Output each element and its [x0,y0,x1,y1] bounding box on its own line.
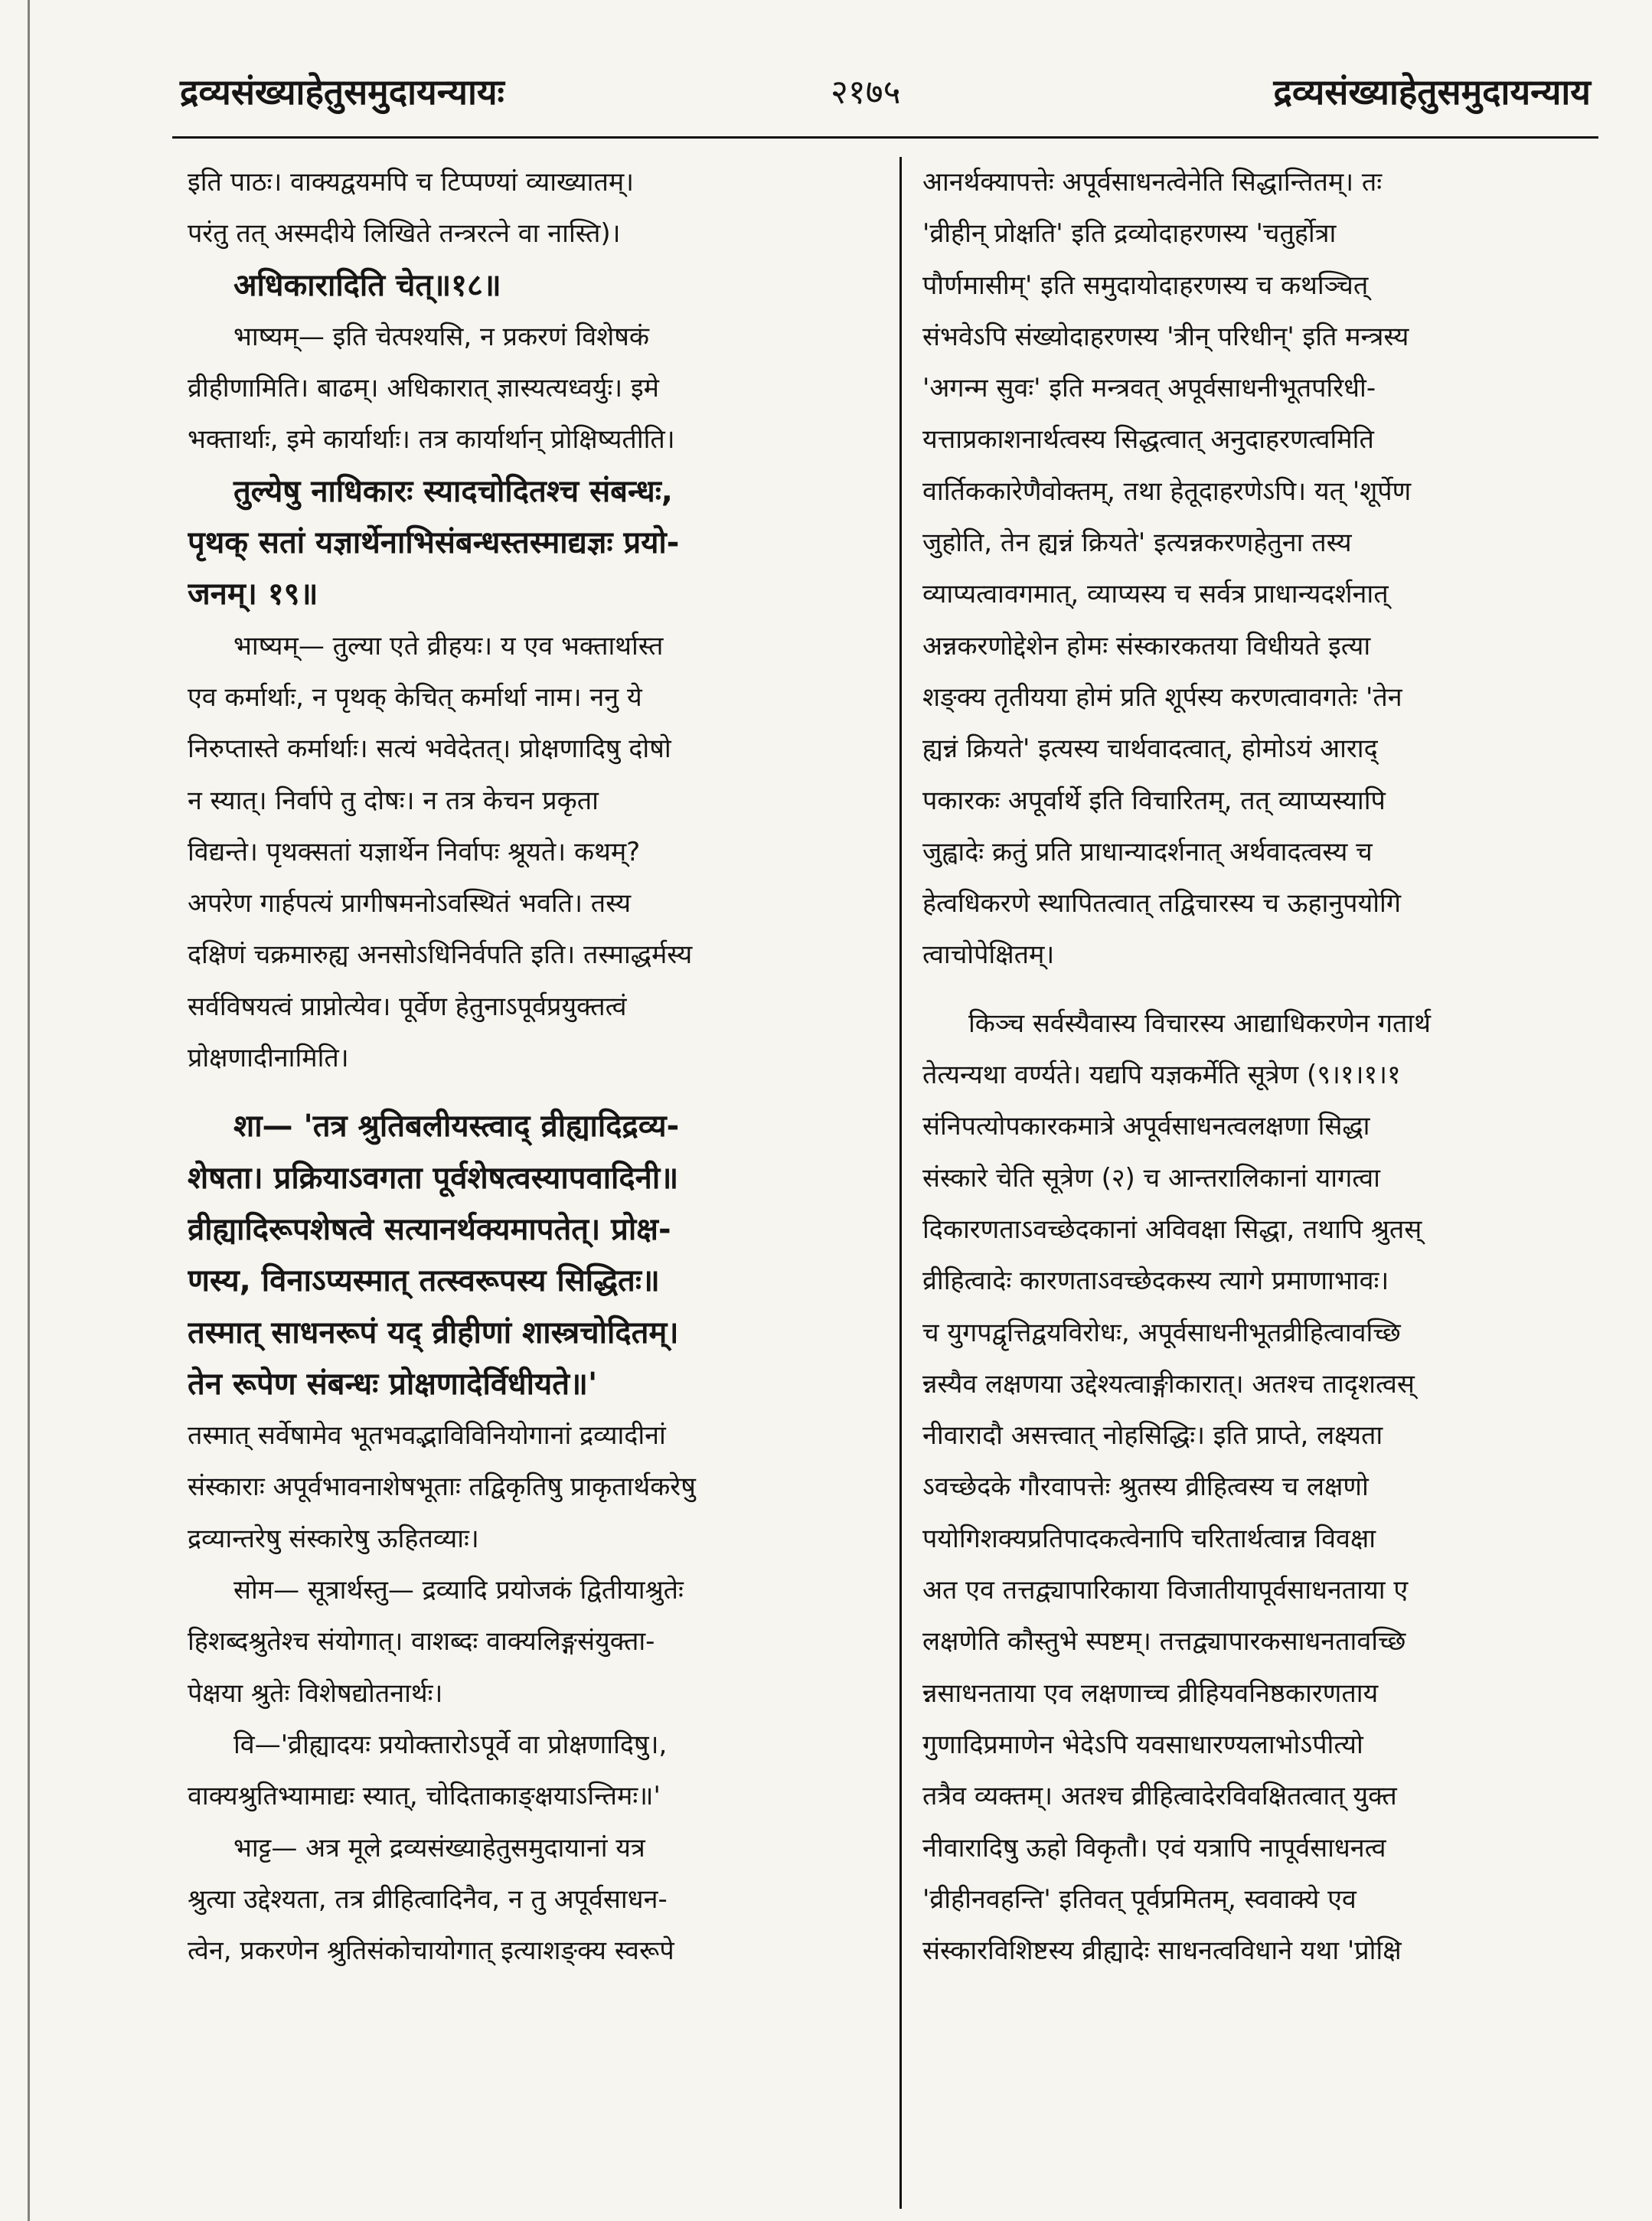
text-line: सर्वविषयत्वं प्राप्नोत्येव। पूर्वेण हेतुनाऽपूर्वप्रयुक्तत्वं [188,991,627,1022]
text-line: 'व्रीहीन् प्रोक्षति' इति द्रव्योदाहरणस्य 'चतुर्होत्रा [922,218,1337,250]
text-line: शा— 'तत्र श्रुतिबलीयस्त्वाद् व्रीह्यादिद्रव्य- [233,1109,680,1145]
text-line: तेन रूपेण संबन्धः प्रोक्षणादेर्विधीयते॥' [188,1366,598,1402]
text-line: नीवारादिषु ऊहो विकृतौ। एवं यत्रापि नापूर्वसाधनत्व [922,1832,1386,1863]
running-header-right: द्रव्यसंख्याहेतुसमुदायन्याय [1273,71,1591,113]
text-line: प्रोक्षणादीनामिति। [188,1043,349,1074]
text-line: निरुप्तास्ते कर्मार्थाः। सत्यं भवेदेतत्। प्रोक्षणादिषु दोषो [188,733,671,765]
text-line: संस्काराः अपूर्वभावनाशेषभूताः तद्विकृतिषु प्राकृतार्थकरेषु [188,1471,696,1503]
text-line: परंतु तत् अस्मदीये लिखिते तन्त्ररत्ने वा नास्ति)। [188,218,621,250]
text-line: गुणादिप्रमाणेन भेदेऽपि यवसाधारण्यलाभोऽपीत्यो [922,1729,1363,1760]
text-line: एव कर्मार्थाः, न पृथक् केचित् कर्मार्था नाम। ननु ये [188,681,642,713]
text-line: विद्यन्ते। पृथक्सतां यज्ञार्थेन निर्वापः श्रूयते। कथम्? [188,836,641,867]
text-line: जुहोति, तेन ह्यन्नं क्रियते' इत्यन्नकरणहेतुना तस्य [922,527,1352,559]
text-line: हेत्वधिकरणे स्थापितत्वात् तद्विचारस्य च ऊहानुपयोगि [922,888,1401,919]
text-line: पृथक् सतां यज्ञार्थेनाभिसंबन्धस्तस्माद्यज्ञः प्रयो- [188,525,680,561]
right-column [922,157,1596,2201]
text-line: वि—'व्रीह्यादयः प्रयोक्तारोऽपूर्वे वा प्रोक्षणादिषु।, [233,1729,668,1760]
text-line: न स्यात्। निर्वापे तु दोषः। न तत्र केचन प्रकृता [188,785,599,816]
text-line: 'अगन्म सुवः' इति मन्त्रवत् अपूर्वसाधनीभूतपरिधी- [922,373,1376,404]
text-line: व्रीहीणामिति। बाढम्। अधिकारात् ज्ञास्यत्यध्वर्युः। इमे [188,373,659,404]
text-line: त्वेन, प्रकरणेन श्रुतिसंकोचायोगात् इत्याशङ्क्य स्वरूपे [188,1935,674,1967]
text-line: च युगपद्वृत्तिद्वयविरोधः, अपूर्वसाधनीभूतव्रीहित्वावच्छि [922,1317,1401,1348]
text-line: संनिपत्योपकारकमात्रे अपूर्वसाधनत्वलक्षणा सिद्धा [922,1111,1370,1142]
text-line: संस्कारे चेति सूत्रेण (२) च आन्तरालिकानां यागत्वा [922,1162,1380,1194]
text-line: तत्रैव व्यक्तम्। अतश्च व्रीहित्वादेरविवक्षितत्वात् युक्त [922,1781,1397,1812]
page-number: २१७५ [831,73,901,112]
text-line: 'व्रीहीनवहन्ति' इतिवत् पूर्वप्रमितम्, स्ववाक्ये एव [922,1883,1357,1915]
text-line: पेक्षया श्रुतेः विशेषद्योतनार्थः। [188,1677,443,1709]
text-line: दक्षिणं चक्रमारुह्य अनसोऽधिनिर्वपति इति। तस्माद्धर्मस्य [188,939,693,971]
text-line: वार्तिककारेणैवोक्तम्, तथा हेतूदाहरणेऽपि। यत् 'शूर्पेण [922,475,1412,507]
text-line: तुल्येषु नाधिकारः स्यादचोदितश्च संबन्धः, [233,473,673,509]
left-column [188,157,880,2201]
text-line: ह्यन्नं क्रियते' इत्यस्य चार्थवादत्वात्, होमोऽयं आराद् [922,733,1378,765]
text-line: यत्ताप्रकाशनार्थत्वस्य सिद्धत्वात् अनुदाहरणत्वमिति [922,424,1374,456]
text-line: श्रुत्या उद्देश्यता, तत्र व्रीहित्वादिनैव, न तु अपूर्वसाधन- [188,1883,668,1915]
text-line: भाष्यम्— इति चेत्पश्यसि, न प्रकरणं विशेषकं [233,321,649,352]
text-line: तस्मात् साधनरूपं यद् व्रीहीणां शास्त्रचोदितम्। [188,1315,679,1351]
text-line: ऽवच्छेदके गौरवापत्तेः श्रुतस्य व्रीहित्वस्य च लक्षणो [922,1471,1369,1503]
text-line: तस्मात् सर्वेषामेव भूतभवद्भाविविनियोगानां द्रव्यादीनां [188,1420,666,1452]
running-header-left: द्रव्यसंख्याहेतुसमुदायन्यायः [180,71,504,113]
text-line: लक्षणेति कौस्तुभे स्पष्टम्। तत्तद्व्यापारकसाधनतावच्छि [922,1626,1406,1658]
text-line: णस्य, विनाऽप्यस्मात् तत्स्वरूपस्य सिद्धितः॥ [188,1263,660,1299]
text-line: जुह्वादेः क्रतुं प्रति प्राधान्यादर्शनात् अर्थवादत्वस्य च [922,836,1373,867]
text-line: हिशब्दश्रुतेश्च संयोगात्। वाशब्दः वाक्यलिङ्गसंयुक्ता- [188,1626,655,1658]
text-line: भाष्यम्— तुल्या एते व्रीहयः। य एव भक्तार्थास्त [233,630,664,661]
text-line: शेषता। प्रक्रियाऽवगता पूर्वशेषत्वस्यापवादिनी॥ [188,1160,679,1196]
text-line: व्रीह्यादिरूपशेषत्वे सत्यानर्थक्यमापतेत्। प्रोक्ष- [188,1211,671,1247]
text-line: अन्नकरणोद्देशेन होमः संस्कारकतया विधीयते इत्या [922,630,1371,661]
header-rule [172,136,1598,139]
text-line: संभवेऽपि संख्योदाहरणस्य 'त्रीन् परिधीन्' इति मन्त्रस्य [922,321,1409,352]
text-line: अत एव तत्तद्व्यापारिकाया विजातीयापूर्वसाधनताया ए [922,1575,1409,1606]
text-line: पकारकः अपूर्वार्थे इति विचारितम्, तत् व्याप्यस्यापि [922,785,1386,816]
text-line: दिकारणताऽवच्छेदकानां अविवक्षा सिद्धा, तथापि श्रुतस् [922,1213,1422,1245]
text-line: न्नस्यैव लक्षणया उद्देश्यत्वाङ्गीकारात्। अतश्च तादृशत्वस् [922,1368,1415,1400]
text-line: पयोगिशक्यप्रतिपादकत्वेनापि चरितार्थत्वान्न विवक्षा [922,1523,1376,1554]
text-line: तेत्यन्यथा वर्ण्यते। यद्यपि यज्ञकर्मेति सूत्रेण (९।१।१।१ [922,1060,1401,1091]
text-line: जनम्। १९॥ [188,576,318,612]
text-line: इति पाठः। वाक्यद्वयमपि च टिप्पण्यां व्याख्यातम्। [188,167,635,198]
text-line: पौर्णमासीम्' इति समुदायोदाहरणस्य च कथञ्चित् [922,269,1369,301]
text-line: व्याप्यत्वावगमात्, व्याप्यस्य च सर्वत्र प्राधान्यदर्शनात् [922,579,1389,610]
text-line: शङ्क्य तृतीयया होमं प्रति शूर्पस्य करणत्वावगतेः 'तेन [922,681,1402,713]
text-line: नीवारादौ असत्त्वात् नोहसिद्धिः। इति प्राप्ते, लक्ष्यता [922,1420,1383,1452]
text-line: वाक्यश्रुतिभ्यामाद्यः स्यात्, चोदिताकाङ्क्षयाऽन्तिमः॥' [188,1781,661,1812]
text-line: भक्तार्थाः, इमे कार्यार्थाः। तत्र कार्यार्थान् प्रोक्षिष्यतीति। [188,424,675,456]
text-line: त्वाचोपेक्षितम्। [922,939,1055,971]
text-line: भाट्ट— अत्र मूले द्रव्यसंख्याहेतुसमुदायानां यत्र [233,1832,645,1863]
text-line: अधिकारादिति चेत्॥१८॥ [233,267,501,303]
text-line: किञ्च सर्वस्यैवास्य विचारस्य आद्याधिकरणेन गतार्थ [968,1008,1431,1039]
text-line: सोम— सूत्रार्थस्तु— द्रव्यादि प्रयोजकं द्वितीयाश्रुतेः [233,1575,684,1606]
text-line: संस्कारविशिष्टस्य व्रीह्यादेः साधनत्वविधाने यथा 'प्रोक्षि [922,1935,1402,1967]
column-divider [899,157,902,2209]
text-line: द्रव्यान्तरेषु संस्कारेषु ऊहितव्याः। [188,1523,479,1554]
page-edge-line [28,0,30,2221]
text-line: व्रीहित्वादेः कारणताऽवच्छेदकस्य त्यागे प्रमाणाभावः। [922,1266,1389,1297]
text-line: आनर्थक्यापत्तेः अपूर्वसाधनत्वेनेति सिद्धान्तितम्। तः [922,167,1383,198]
text-line: अपरेण गार्हपत्यं प्रागीषमनोऽवस्थितं भवति। तस्य [188,888,632,919]
text-line: न्नसाधनताया एव लक्षणाच्च व्रीहियवनिष्ठकारणताय [922,1677,1379,1709]
